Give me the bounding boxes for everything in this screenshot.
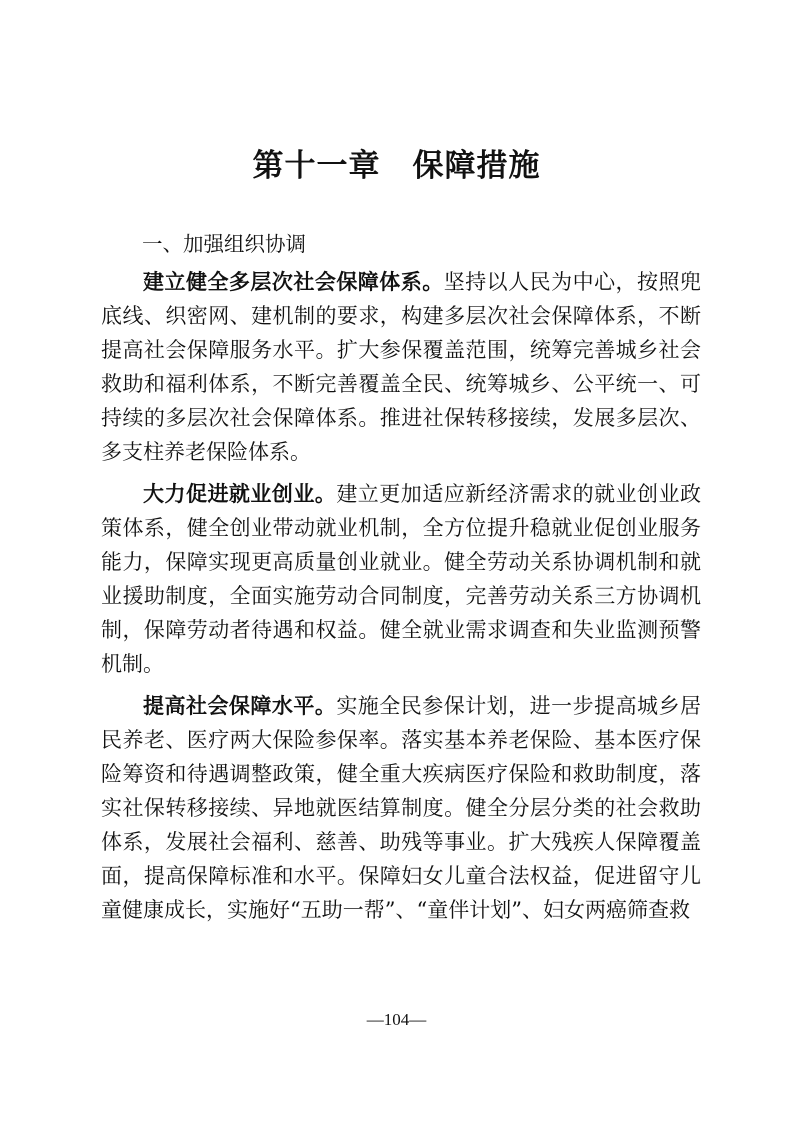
paragraph-lead: 建立健全多层次社会保障体系。 bbox=[143, 270, 444, 294]
page-number: —104— bbox=[366, 1010, 427, 1029]
paragraph-employment bbox=[101, 477, 701, 681]
document-body bbox=[101, 227, 701, 927]
paragraph-body: 建立更加适应新经济需求的就业创业政策体系，健全创业带动就业机制，全方位提升稳就业促创业服务能力，保障实现更高质量创业就业。健全劳动关系协调机制和就业援助制度，全面实施劳动合同制度，完善劳动关系三方协调机制，保障劳动者待遇和权益。健全就业需求调查和失业监测预警机制。 bbox=[101, 482, 702, 676]
paragraph-lead: 大力促进就业创业。 bbox=[143, 482, 337, 506]
section-heading: 一、加强组织协调 bbox=[142, 232, 306, 256]
chapter-title: 第十一章 保障措施 bbox=[252, 148, 541, 184]
paragraph-social-security bbox=[101, 265, 701, 469]
paragraph-body: 坚持以人民为中心，按照兜底线、织密网、建机制的要求，构建多层次社会保障体系，不断提高社会保障服务水平。扩大参保覆盖范围，统筹完善城乡社会救助和福利体系，不断完善覆盖全民、统筹城乡、公平统一、可持续的多层次社会保障体系。推进社保转移接续，发展多层次、多支柱养老保险体系。 bbox=[101, 270, 701, 464]
paragraph-body: 实施全民参保计划，进一步提高城乡居民养老、医疗两大保险参保率。落实基本养老保险、基本医疗保险筹资和待遇调整政策，健全重大疾病医疗保险和救助制度，落实社保转移接续、异地就医结算制度。健全分层分类的社会救助体系，发展社会福利、慈善、助残等事业。扩大残疾人保障覆盖面，提高保障标准和水平。保障妇女儿童合法权益，促进留守儿童健康成长，实施好“五助一帮”、“童伴计划”、妇女两癌筛查救 bbox=[101, 694, 702, 922]
paragraph-security-level bbox=[101, 689, 701, 927]
paragraph-lead: 提高社会保障水平。 bbox=[143, 694, 337, 718]
